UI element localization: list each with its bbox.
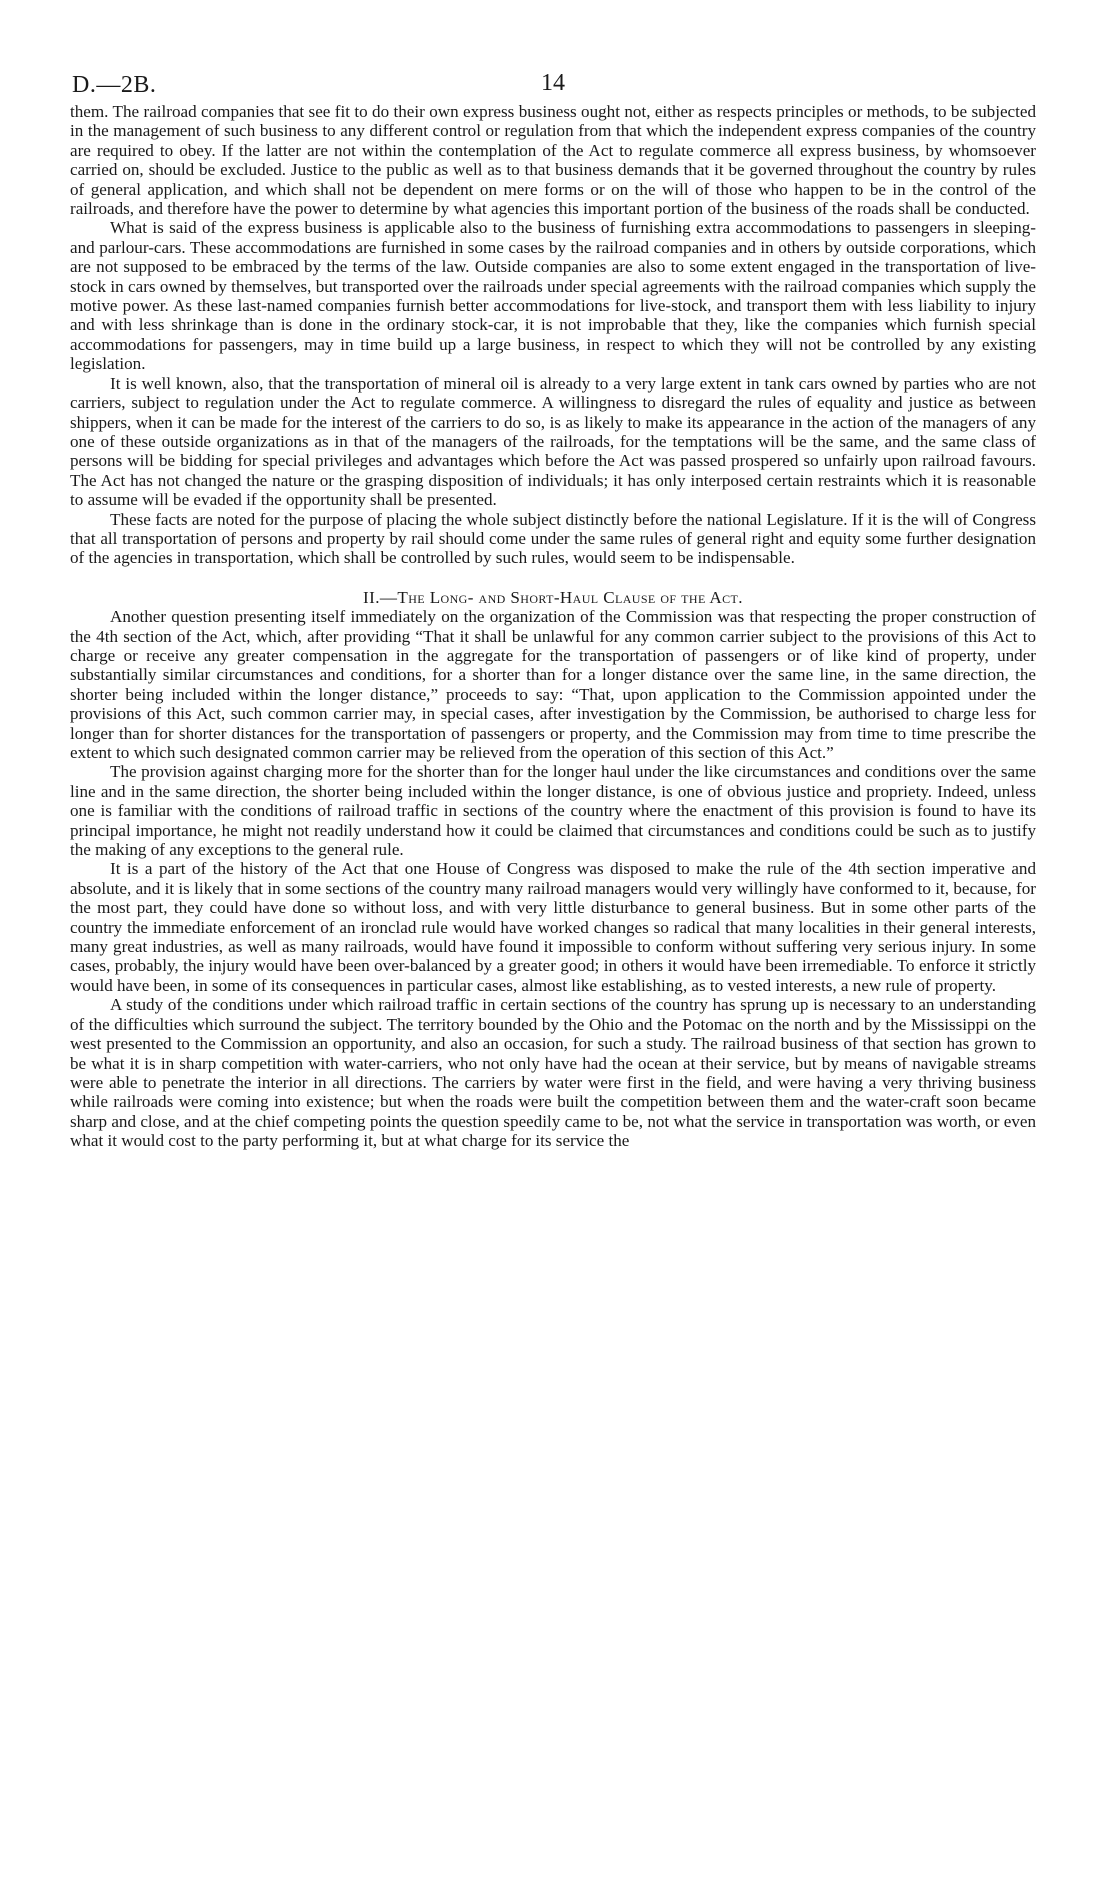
page-header bbox=[70, 62, 1036, 102]
paragraph: It is well known, also, that the transportation of mineral oil is already to a very large extent in tank cars owned by parties who are not carriers, subject to regulation under the Act to regulate commerce. A willingness to disregard the rules of equality and justice as between shippers, when it can be made for the interest of the carriers to do so, is as likely to make its appearance in the action of the managers of any one of these outside organizations as in that of the managers of the railroads, for the temptations will be the same, and the same class of persons will be bidding for special privileges and advantages which before the Act was passed prospered so unfairly upon railroad favours. The Act has not changed the nature or the grasping disposition of individuals; it has only interposed certain restraints which it is reasonable to assume will be evaded if the opportunity shall be presented. bbox=[70, 373, 1036, 510]
paragraph: These facts are noted for the purpose of placing the whole subject distinctly before the national Legislature. If it is the will of Congress that all transportation of persons and property by rail should come under the same rules of general right and equity some further designation of the agencies in transportation, which shall be controlled by such rules, would seem to be indispensable. bbox=[70, 509, 1036, 568]
body-text bbox=[70, 102, 1036, 1151]
document-reference: D.—2B. bbox=[72, 72, 157, 98]
paragraph: Another question presenting itself immediately on the organization of the Commission was that respecting the proper construction of the 4th section of the Act, which, after providing “That it shall be unlawful for any common carrier subject to the provisions of this Act to charge or receive any greater compensation in the aggregate for the transportation of passengers or of like kind of property, under substantially similar circumstances and conditions, for a shorter than for a longer distance over the same line, in the same direction, the shorter being included within the longer distance,” proceeds to say: “That, upon application to the Commission appointed under the provisions of this Act, such common carrier may, in special cases, after investigation by the Commission, be authorised to charge less for longer than for shorter distances for the transportation of passengers or property, and the Commission may from time to time prescribe the extent to which such designated common carrier may be relieved from the operation of this section of this Act.” bbox=[70, 607, 1036, 762]
page-number: 14 bbox=[541, 70, 565, 96]
paragraph: them. The railroad companies that see fit to do their own express business ought not, either as respects principles or methods, to be subjected in the management of such business to any different control or regulation from that which the independent express companies of the country are required to obey. If the latter are not within the contemplation of the Act to regulate commerce all express business, by whomsoever carried on, should be excluded. Justice to the public as well as to that business demands that it be governed throughout the country by rules of general application, and which shall not be dependent on mere forms or on the will of those who happen to be in the control of the railroads, and therefore have the power to determine by what agencies this important portion of the business of the roads shall be conducted. bbox=[70, 102, 1036, 219]
paragraph: A study of the conditions under which railroad traffic in certain sections of the country has sprung up is necessary to an understanding of the difficulties which surround the subject. The territory bounded by the Ohio and the Potomac on the north and by the Mississippi on the west presented to the Commission an opportunity, and also an occasion, for such a study. The railroad business of that section has grown to be what it is in sharp competition with water-carriers, who not only have had the ocean at their service, but by means of navigable streams were able to penetrate the interior in all directions. The carriers by water were first in the field, and were having a very thriving business while railroads were coming into existence; but when the roads were built the competition between them and the water-craft soon became sharp and close, and at the chief competing points the question speedily came to be, not what the service in transportation was worth, or even what it would cost to the party performing it, but at what charge for its service the bbox=[70, 995, 1036, 1151]
document-page bbox=[70, 62, 1036, 1151]
paragraph: The provision against charging more for the shorter than for the longer haul under the like circumstances and conditions over the same line and in the same direction, the shorter being included within the longer distance, is one of obvious justice and propriety. Indeed, unless one is familiar with the conditions of railroad traffic in sections of the country where the enactment of this provision is found to have its principal importance, he might not readily understand how it could be claimed that circumstances and conditions could be such as to justify the making of any exceptions to the general rule. bbox=[70, 762, 1036, 860]
section-heading: II.—The Long- and Short-Haul Clause of the Act. bbox=[363, 587, 743, 607]
paragraph: It is a part of the history of the Act that one House of Congress was disposed to make the rule of the 4th section imperative and absolute, and it is likely that in some sections of the country many railroad managers would very willingly have conformed to it, because, for the most part, they could have done so without loss, and with very little disturbance to general business. But in some other parts of the country the immediate enforcement of an ironclad rule would have worked changes so radical that many localities in their general interests, many great industries, as well as many railroads, would have found it impossible to conform without suffering very serious injury. In some cases, probably, the injury would have been over-balanced by a greater good; in others it would have been irremediable. To enforce it strictly would have been, in some of its consequences in particular cases, almost like establishing, as to vested interests, a new rule of property. bbox=[70, 859, 1036, 995]
paragraph: What is said of the express business is applicable also to the business of furnishing extra accommodations to passengers in sleeping- and parlour-cars. These accommodations are furnished in some cases by the railroad companies and in others by outside corporations, which are not supposed to be embraced by the terms of the law. Outside companies are also to some extent engaged in the transportation of live-stock in cars owned by themselves, but transported over the railroads under special agreements with the railroad companies which supply the motive power. As these last-named companies furnish better accommodations for live-stock, and transport them with less liability to injury and with less shrinkage than is done in the ordinary stock-car, it is not improbable that they, like the companies which furnish special accommodations for passengers, may in time build up a large business, in respect to which they will not be controlled by any existing legislation. bbox=[70, 218, 1036, 374]
